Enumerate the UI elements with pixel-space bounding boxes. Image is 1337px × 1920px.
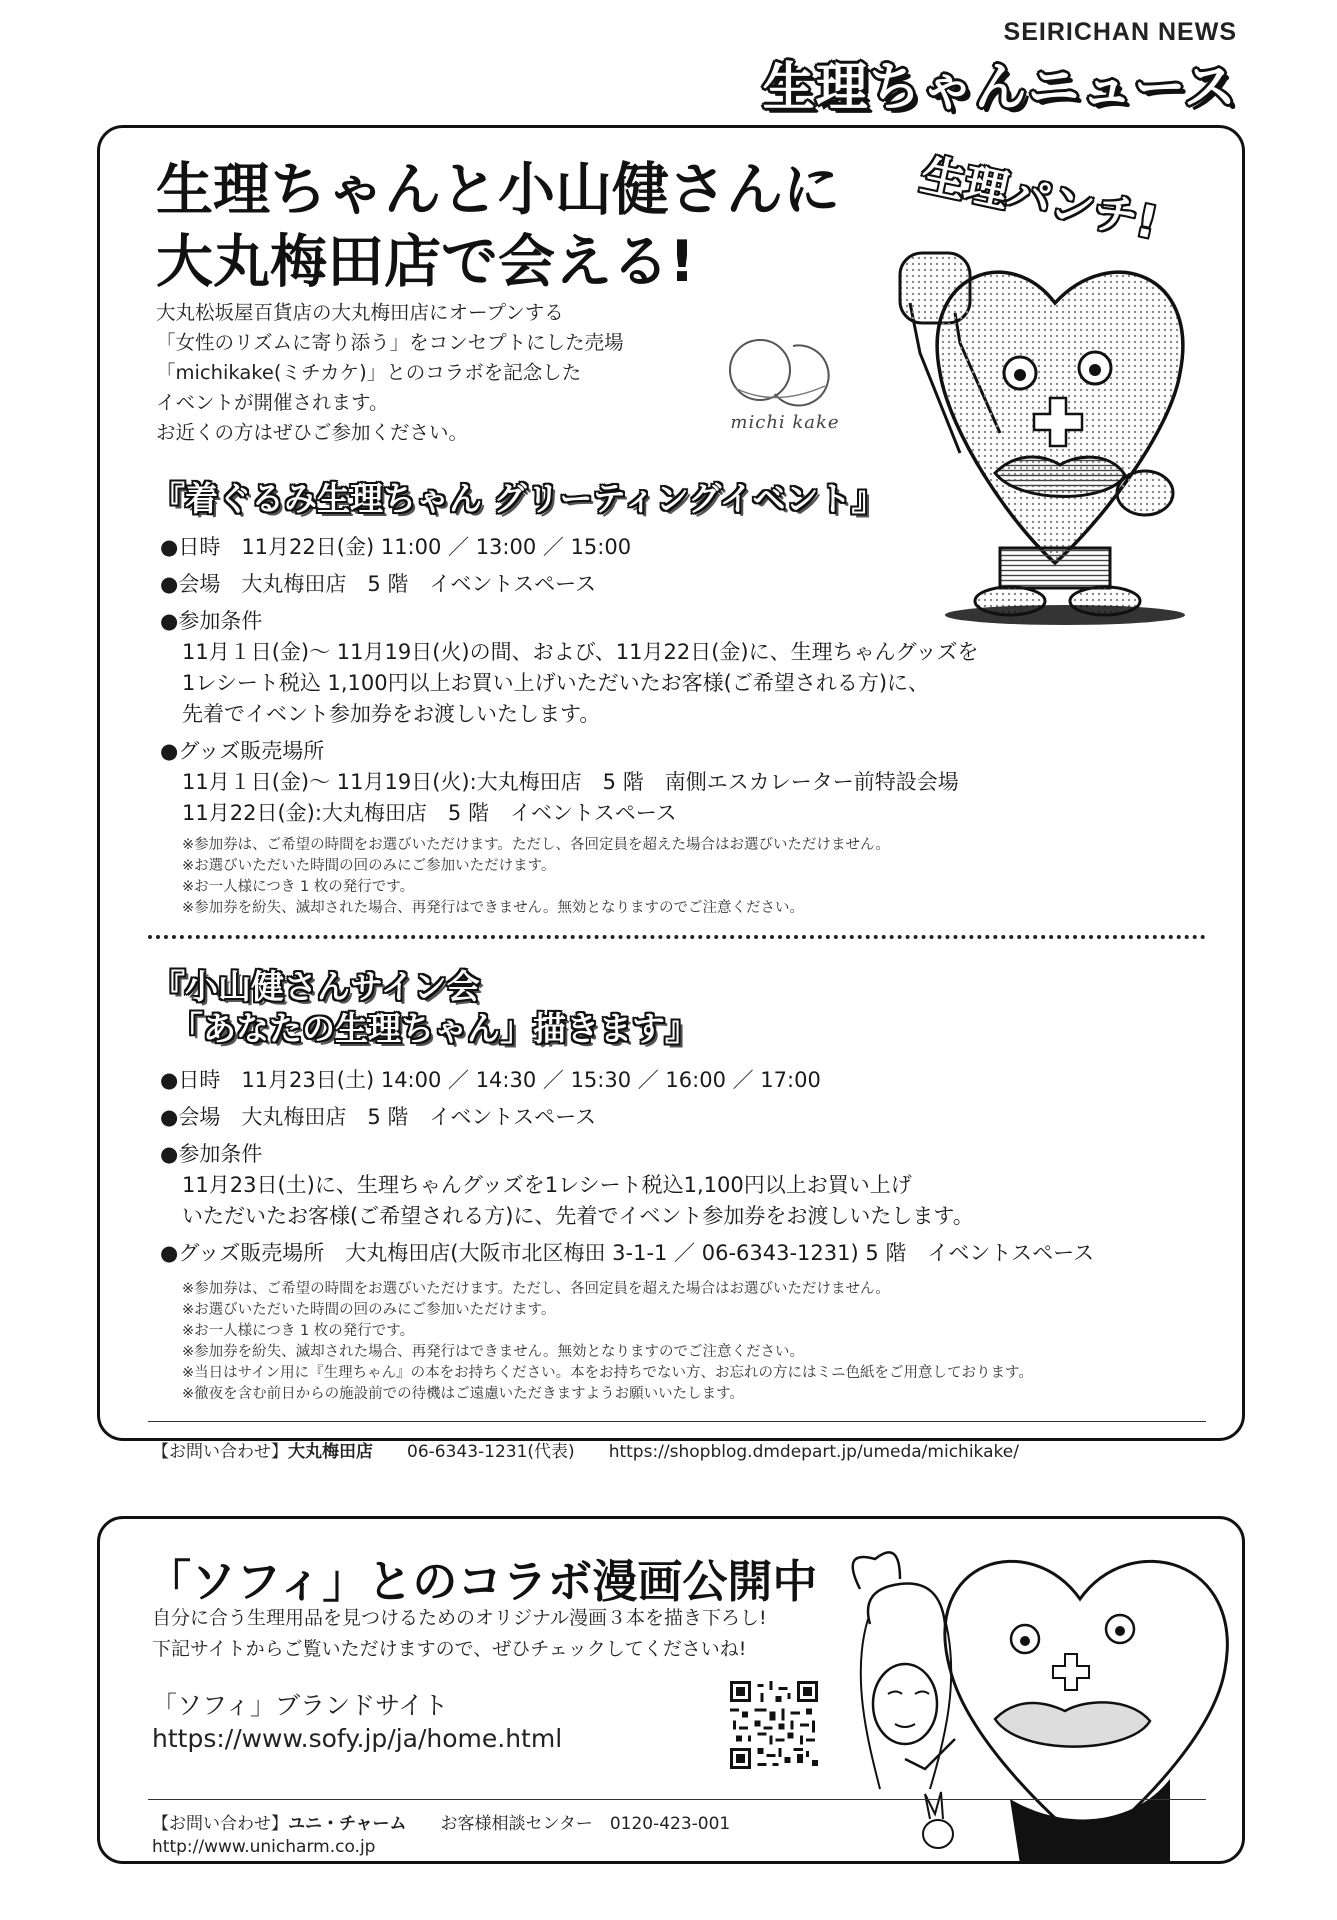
note-line: ※お一人様につき 1 枚の発行です。 xyxy=(182,879,415,895)
contact-label: 【お問い合わせ】 xyxy=(152,1814,288,1834)
seirichan-and-girl-illustration xyxy=(830,1529,1240,1864)
masthead-en: SEIRICHAN NEWS xyxy=(1003,18,1237,46)
masthead xyxy=(763,18,1237,120)
section2-date: ●日時 11月23日(土) 14:00 ／ 14:30 ／ 15:30 ／ 16:00 ／ 17:00 xyxy=(160,1068,821,1092)
sofy-text-line: 自分に合う生理用品を見つけるためのオリジナル漫画３本を描き下ろし! xyxy=(152,1607,767,1629)
section1-notes xyxy=(182,835,890,919)
note-line: ※お一人様につき 1 枚の発行です。 xyxy=(182,1323,415,1339)
headline-line: 大丸梅田店で会える! xyxy=(156,229,695,295)
intro-text xyxy=(156,298,624,448)
sofy-site xyxy=(152,1689,562,1755)
note-line: ※参加券を紛失、滅却された場合、再発行はできません。無効となりますのでご注意ください。 xyxy=(182,1344,805,1360)
section1-title: 『着ぐるみ生理ちゃん グリーティングイベント』 xyxy=(152,479,885,518)
section2-venue: ●会場 大丸梅田店 5 階 イベントスペース xyxy=(160,1105,597,1129)
section1-shop-label: ●グッズ販売場所 xyxy=(160,739,325,763)
section2-cond-line: 11月23日(土)に、生理ちゃんグッズを1レシート税込1,100円以上お買い上げ xyxy=(182,1173,912,1197)
section1-conditions xyxy=(160,606,979,730)
dotted-divider xyxy=(148,935,1206,939)
section2-conditions xyxy=(160,1139,974,1232)
section1-cond-line: 11月１日(金)～ 11月19日(火)の間、および、11月22日(金)に、生理ちゃんグッズを xyxy=(182,640,979,664)
contact-name: ユニ・チャーム xyxy=(288,1814,407,1834)
section2-cond-label: ●参加条件 xyxy=(160,1142,263,1166)
section1-cond-line: 先着でイベント参加券をお渡しいたします。 xyxy=(182,702,601,726)
michikake-logo xyxy=(705,328,865,438)
intro-line: 「michikake(ミチカケ)」とのコラボを記念した xyxy=(156,361,582,384)
qr-code[interactable] xyxy=(730,1681,818,1769)
section2-cond-line: いただいたお客様(ご希望される方)に、先着でイベント参加券をお渡しいたします。 xyxy=(182,1204,974,1228)
intro-line: イベントが開催されます。 xyxy=(156,391,389,414)
event-contact xyxy=(152,1437,1019,1462)
note-line: ※お選びいただいた時間の回のみにご参加いただけます。 xyxy=(182,858,556,874)
note-line: ※当日はサイン用に『生理ちゃん』の本をお持ちください。本をお持ちでない方、お忘れの方にはミニ色紙をご用意しております。 xyxy=(182,1365,1033,1381)
note-line: ※お選びいただいた時間の回のみにご参加いただけます。 xyxy=(182,1302,556,1318)
section1-shop-line: 11月１日(金)～ 11月19日(火):大丸梅田店 5 階 南側エスカレーター前特設会場 xyxy=(182,770,959,794)
contact-center: お客様相談センター 0120-423-001 xyxy=(440,1814,731,1834)
contact-url[interactable]: https://shopblog.dmdepart.jp/umeda/michikake/ xyxy=(608,1442,1019,1462)
intro-line: 「女性のリズムに寄り添う」をコンセプトにした売場 xyxy=(156,331,624,354)
section1-date: ●日時 11月22日(金) 11:00 ／ 13:00 ／ 15:00 xyxy=(160,535,632,559)
contact-divider xyxy=(148,1421,1206,1422)
section2-title-line1: 『小山健さんサイン会 xyxy=(152,967,480,1006)
headline xyxy=(156,154,840,298)
sofy-site-label: 「ソフィ」ブランドサイト xyxy=(152,1691,449,1720)
contact-name: 大丸梅田店 xyxy=(288,1442,373,1462)
note-line: ※参加券は、ご希望の時間をお選びいただけます。ただし、各回定員を超えた場合はお選びいただけません。 xyxy=(182,837,890,853)
sofy-text xyxy=(152,1603,767,1665)
sofy-title: 「ソフィ」とのコラボ漫画公開中 xyxy=(146,1555,818,1608)
contact-tel: 06-6343-1231(代表) xyxy=(407,1442,575,1462)
section2-title-line2: 「あなたの生理ちゃん」描きます』 xyxy=(170,1009,698,1048)
sofy-contact xyxy=(152,1809,730,1834)
section1-shop xyxy=(160,736,959,829)
section1-shop-line: 11月22日(金):大丸梅田店 5 階 イベントスペース xyxy=(182,801,677,825)
michikake-logo-mark xyxy=(705,328,865,408)
section2-notes xyxy=(182,1279,1033,1405)
sofy-site-url[interactable]: https://www.sofy.jp/ja/home.html xyxy=(152,1724,563,1753)
note-line: ※徹夜を含む前日からの施設前での待機はご遠慮いただきますようお願いいたします。 xyxy=(182,1386,744,1402)
headline-line: 生理ちゃんと小山健さんに xyxy=(156,157,840,223)
contact-label: 【お問い合わせ】 xyxy=(152,1442,288,1462)
intro-line: 大丸松坂屋百貨店の大丸梅田店にオープンする xyxy=(156,301,564,324)
sofy-text-line: 下記サイトからご覧いただけますので、ぜひチェックしてくださいね! xyxy=(152,1638,747,1660)
masthead-jp: 生理ちゃんニュース xyxy=(762,58,1237,118)
intro-line: お近くの方はぜひご参加ください。 xyxy=(156,421,469,444)
section1-cond-label: ●参加条件 xyxy=(160,609,263,633)
section1-cond-line: 1レシート税込 1,100円以上お買い上げいただいたお客様(ご希望される方)に、 xyxy=(182,671,930,695)
event-box xyxy=(97,125,1245,1462)
sofy-contact-divider xyxy=(148,1799,1206,1800)
sofy-box xyxy=(97,1516,1245,1864)
michikake-logo-caption: michi kake xyxy=(730,412,840,433)
section2-shop: ●グッズ販売場所 大丸梅田店(大阪市北区梅田 3-1-1 ／ 06-6343-1231) 5 階 イベントスペース xyxy=(160,1241,1095,1265)
punch-caption: 生理パンチ! xyxy=(916,149,1162,250)
note-line: ※参加券は、ご希望の時間をお選びいただけます。ただし、各回定員を超えた場合はお選びいただけません。 xyxy=(182,1281,890,1297)
sofy-contact-url[interactable]: http://www.unicharm.co.jp xyxy=(152,1837,376,1857)
note-line: ※参加券を紛失、滅却された場合、再発行はできません。無効となりますのでご注意ください。 xyxy=(182,900,805,916)
section1-venue: ●会場 大丸梅田店 5 階 イベントスペース xyxy=(160,572,597,596)
seirichan-mascot-illustration xyxy=(880,149,1230,633)
